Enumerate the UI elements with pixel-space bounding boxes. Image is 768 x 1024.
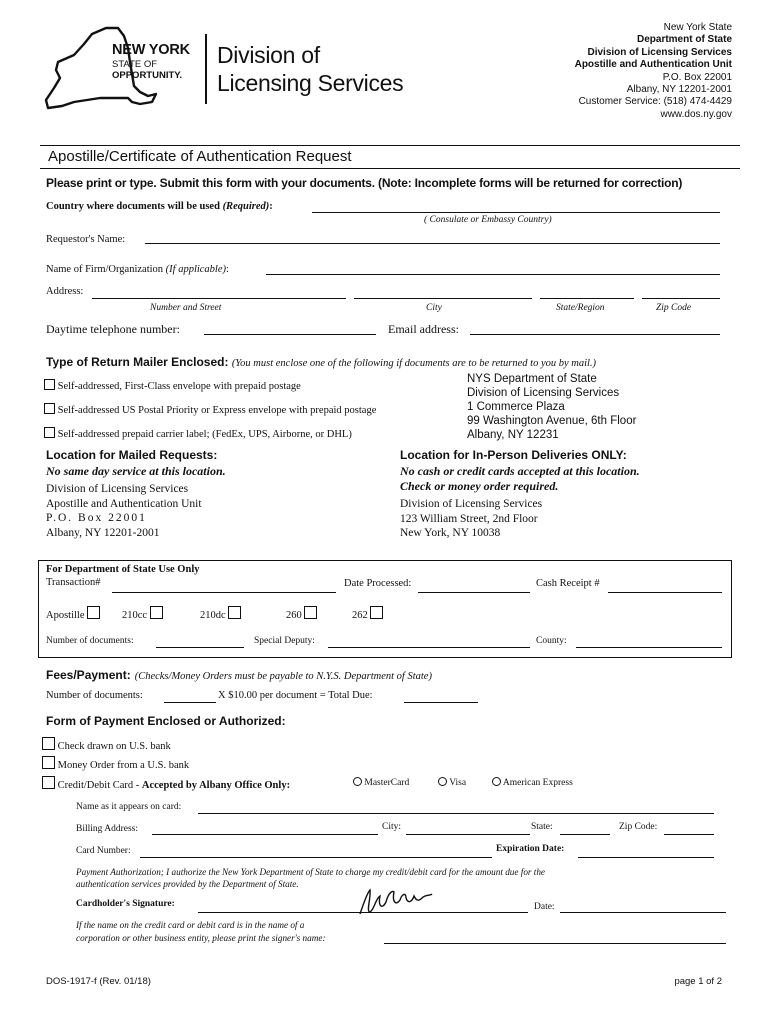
auth-text: Payment Authorization; I authorize the New York Department of State to charge my credit/debit card for the amount due for the authentication services provided by the Department of State. xyxy=(76,867,546,889)
mailer-option-2[interactable]: Self-addressed US Postal Priority or Express envelope with prepaid postage xyxy=(44,403,376,416)
payment-check[interactable]: Check drawn on U.S. bank xyxy=(42,737,171,752)
footer-page: page 1 of 2 xyxy=(674,976,722,987)
requestor-input[interactable] xyxy=(145,243,720,244)
address-state-input[interactable] xyxy=(540,298,634,299)
office-special-deputy: Special Deputy: xyxy=(254,636,315,646)
agency-web: www.dos.ny.gov xyxy=(660,108,732,120)
fees-num-docs: Number of documents: xyxy=(46,690,143,701)
visa-radio[interactable] xyxy=(438,777,447,786)
agency-state: New York State xyxy=(663,22,732,33)
billing-input[interactable] xyxy=(152,834,378,835)
agency-phone: Customer Service: (518) 474-4429 xyxy=(578,96,732,108)
card-number-input[interactable] xyxy=(140,857,492,858)
signer-name-input[interactable] xyxy=(384,943,726,944)
agency-address xyxy=(432,22,732,121)
fees-heading: Fees/Payment: (Checks/Money Orders must be payable to N.Y.S. Department of State) xyxy=(46,668,432,682)
mailer-option-1[interactable]: Self-addressed, First-Class envelope with prepaid postage xyxy=(44,379,301,392)
mailer-address: NYS Department of State Division of Licensing Services 1 Commerce Plaza 99 Washington Avenue, 6th Floor Albany, NY 12231 xyxy=(467,373,637,441)
logo-ny-line1: NEW YORK xyxy=(112,42,190,58)
money-order-checkbox[interactable] xyxy=(42,756,55,769)
260-checkbox[interactable] xyxy=(304,606,317,619)
billing-state-label: State: xyxy=(531,822,553,832)
office-num-docs-input[interactable] xyxy=(156,647,244,648)
mailed-heading: Location for Mailed Requests: xyxy=(46,448,218,462)
262-checkbox[interactable] xyxy=(370,606,383,619)
billing-zip-label: Zip Code: xyxy=(619,822,658,832)
agency-dept: Department of State xyxy=(636,34,732,46)
address-label: Address: xyxy=(46,286,84,297)
country-input[interactable] xyxy=(312,212,720,213)
card-checkbox[interactable] xyxy=(42,776,55,789)
billing-label: Billing Address: xyxy=(76,824,139,834)
office-num-docs: Number of documents: xyxy=(46,636,134,646)
agency-unit: Apostille and Authentication Unit xyxy=(574,59,732,71)
signer-text: If the name on the credit card or debit card is in the name of a corporation or other business entity, please print the signer's name: xyxy=(76,920,326,943)
firm-input[interactable] xyxy=(266,274,720,275)
address-sub-state: State/Region xyxy=(556,303,605,313)
name-on-card-label: Name as it appears on card: xyxy=(76,802,182,812)
payment-money-order[interactable]: Money Order from a U.S. bank xyxy=(42,756,189,771)
inperson-note2: Check or money order required. xyxy=(400,479,559,493)
date-input[interactable] xyxy=(560,912,726,913)
inperson-section: Location for In-Person Deliveries ONLY: No cash or credit cards accepted at this location. Check or money order required. Division of Licensing Services 123 William Street, 2nd Floor New York, NY 10038 xyxy=(400,448,730,541)
office-transaction: Transaction# xyxy=(46,577,101,588)
expiration-label: Expiration Date: xyxy=(496,844,565,854)
address-street-input[interactable] xyxy=(92,298,346,299)
logo-division-line1: Division of xyxy=(217,42,320,68)
logo-division-line2: Licensing Services xyxy=(217,70,404,96)
fees-num-docs-input[interactable] xyxy=(164,702,216,703)
office-type-260[interactable]: 260 xyxy=(286,606,317,621)
billing-state-input[interactable] xyxy=(560,834,610,835)
card-number-label: Card Number: xyxy=(76,846,131,856)
office-heading: For Department of State Use Only xyxy=(46,564,200,575)
card-type-amex[interactable]: American Express xyxy=(492,777,573,788)
mailed-note: No same day service at this location. xyxy=(46,464,226,478)
billing-city-input[interactable] xyxy=(406,834,530,835)
office-cash-receipt: Cash Receipt # xyxy=(536,578,600,589)
address-sub-city: City xyxy=(426,303,442,313)
amex-radio[interactable] xyxy=(492,777,501,786)
requestor-label: Requestor's Name: xyxy=(46,234,126,245)
office-type-262[interactable]: 262 xyxy=(352,606,383,621)
phone-input[interactable] xyxy=(204,334,376,335)
card-type-visa[interactable]: Visa xyxy=(438,777,466,788)
instructions: Please print or type. Submit this form with your documents. (Note: Incomplete forms will be returned for correction) xyxy=(46,176,683,190)
payment-card[interactable]: Credit/Debit Card - Accepted by Albany Office Only: xyxy=(42,776,290,791)
country-note: ( Consulate or Embassy Country) xyxy=(424,215,552,225)
fees-total-input[interactable] xyxy=(404,702,478,703)
apostille-checkbox[interactable] xyxy=(87,606,100,619)
phone-label: Daytime telephone number: xyxy=(46,322,180,336)
signature-mark xyxy=(356,884,436,920)
date-label: Date: xyxy=(534,902,555,912)
state-logo xyxy=(40,22,425,114)
footer-form-id: DOS-1917-f (Rev. 01/18) xyxy=(46,976,151,987)
expiration-input[interactable] xyxy=(578,857,714,858)
address-sub-street: Number and Street xyxy=(150,303,222,313)
payment-heading: Form of Payment Enclosed or Authorized: xyxy=(46,714,286,728)
title-rule-bottom xyxy=(40,168,740,169)
address-zip-input[interactable] xyxy=(642,298,720,299)
office-date-processed: Date Processed: xyxy=(344,578,412,589)
mastercard-radio[interactable] xyxy=(353,777,362,786)
email-input[interactable] xyxy=(470,334,720,335)
office-county-input[interactable] xyxy=(576,647,722,648)
mailer-option-3-checkbox[interactable] xyxy=(44,427,55,438)
office-type-apostille[interactable]: Apostille xyxy=(46,606,100,621)
office-date-input[interactable] xyxy=(418,592,530,593)
firm-label: Name of Firm/Organization (If applicable): xyxy=(46,264,229,275)
address-sub-zip: Zip Code xyxy=(656,303,692,313)
address-city-input[interactable] xyxy=(354,298,532,299)
agency-city: Albany, NY 12201-2001 xyxy=(626,84,732,96)
logo-ny-line3: OPPORTUNITY. xyxy=(112,70,183,81)
210dc-checkbox[interactable] xyxy=(228,606,241,619)
mailed-section: Location for Mailed Requests: No same day service at this location. Division of Licensing Services Apostille and Authentication Unit P.O. Box 22001 Albany, NY 12201-2001 xyxy=(46,448,376,540)
mailer-option-2-checkbox[interactable] xyxy=(44,403,55,414)
country-label: Country where documents will be used (Required): xyxy=(46,201,273,212)
office-county: County: xyxy=(536,636,567,646)
title-rule-top xyxy=(40,145,740,146)
inperson-note1: No cash or credit cards accepted at this location. xyxy=(400,464,640,478)
fees-rate: X $10.00 per document = Total Due: xyxy=(218,690,373,701)
email-label: Email address: xyxy=(388,322,459,336)
check-checkbox[interactable] xyxy=(42,737,55,750)
agency-po: P.O. Box 22001 xyxy=(662,71,732,83)
office-type-210cc[interactable]: 210cc xyxy=(122,606,163,621)
mailer-option-3[interactable]: Self-addressed prepaid carrier label; (FedEx, UPS, Airborne, or DHL) xyxy=(44,427,352,440)
210cc-checkbox[interactable] xyxy=(150,606,163,619)
form-title: Apostille/Certificate of Authentication Request xyxy=(48,148,352,165)
signature-label: Cardholder's Signature: xyxy=(76,899,175,909)
logo-ny-line2: STATE OF xyxy=(112,59,158,70)
billing-zip-input[interactable] xyxy=(664,834,714,835)
agency-division: Division of Licensing Services xyxy=(587,46,732,58)
office-transaction-input[interactable] xyxy=(112,592,336,593)
mailer-heading: Type of Return Mailer Enclosed: (You must enclose one of the following if documents are to be returned to you by mail.) xyxy=(46,355,597,369)
name-on-card-input[interactable] xyxy=(198,813,714,814)
inperson-heading: Location for In-Person Deliveries ONLY: xyxy=(400,448,627,462)
office-deputy-input[interactable] xyxy=(328,647,530,648)
logo-divider xyxy=(205,34,207,104)
billing-city-label: City: xyxy=(382,822,402,832)
card-type-mastercard[interactable]: MasterCard xyxy=(353,777,409,788)
office-type-210dc[interactable]: 210dc xyxy=(200,606,241,621)
mailer-option-1-checkbox[interactable] xyxy=(44,379,55,390)
office-cash-input[interactable] xyxy=(608,592,722,593)
